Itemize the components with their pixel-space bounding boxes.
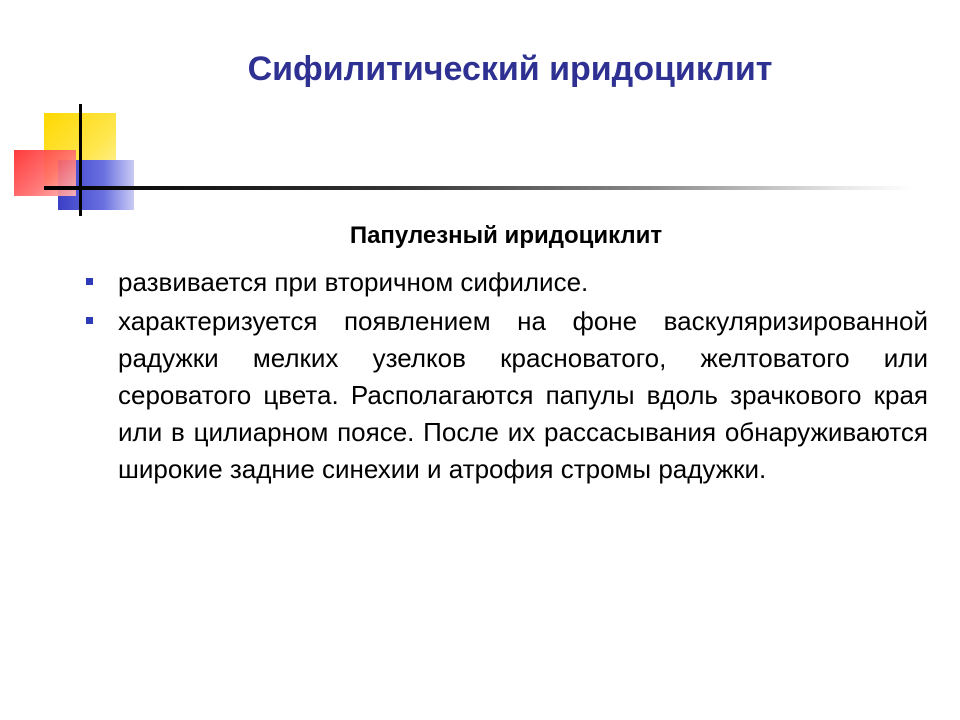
decor-vertical-line <box>79 104 82 216</box>
slide-subtitle: Папулезный иридоциклит <box>349 222 663 249</box>
bullet-text: развивается при вторичном сифилисе. <box>118 267 589 297</box>
bullet-square-icon <box>86 278 93 285</box>
title-underline <box>44 186 914 190</box>
bullet-item <box>84 264 934 301</box>
bullet-list <box>84 264 934 490</box>
slide-title: Сифилитический иридоциклит <box>247 50 773 88</box>
bullet-text: характеризуется появлением на фоне васкуляризированной радужки мелких узелков красноватого, желтоватого или сероватого цвета. Располагаются папулы вдоль зрачкового края или в цилиарном поясе. После их рассасывания обнаруживаются широкие задние синехии и атрофия стромы радужки. <box>118 306 928 484</box>
bullet-square-icon <box>86 317 93 324</box>
bullet-item <box>84 303 934 488</box>
